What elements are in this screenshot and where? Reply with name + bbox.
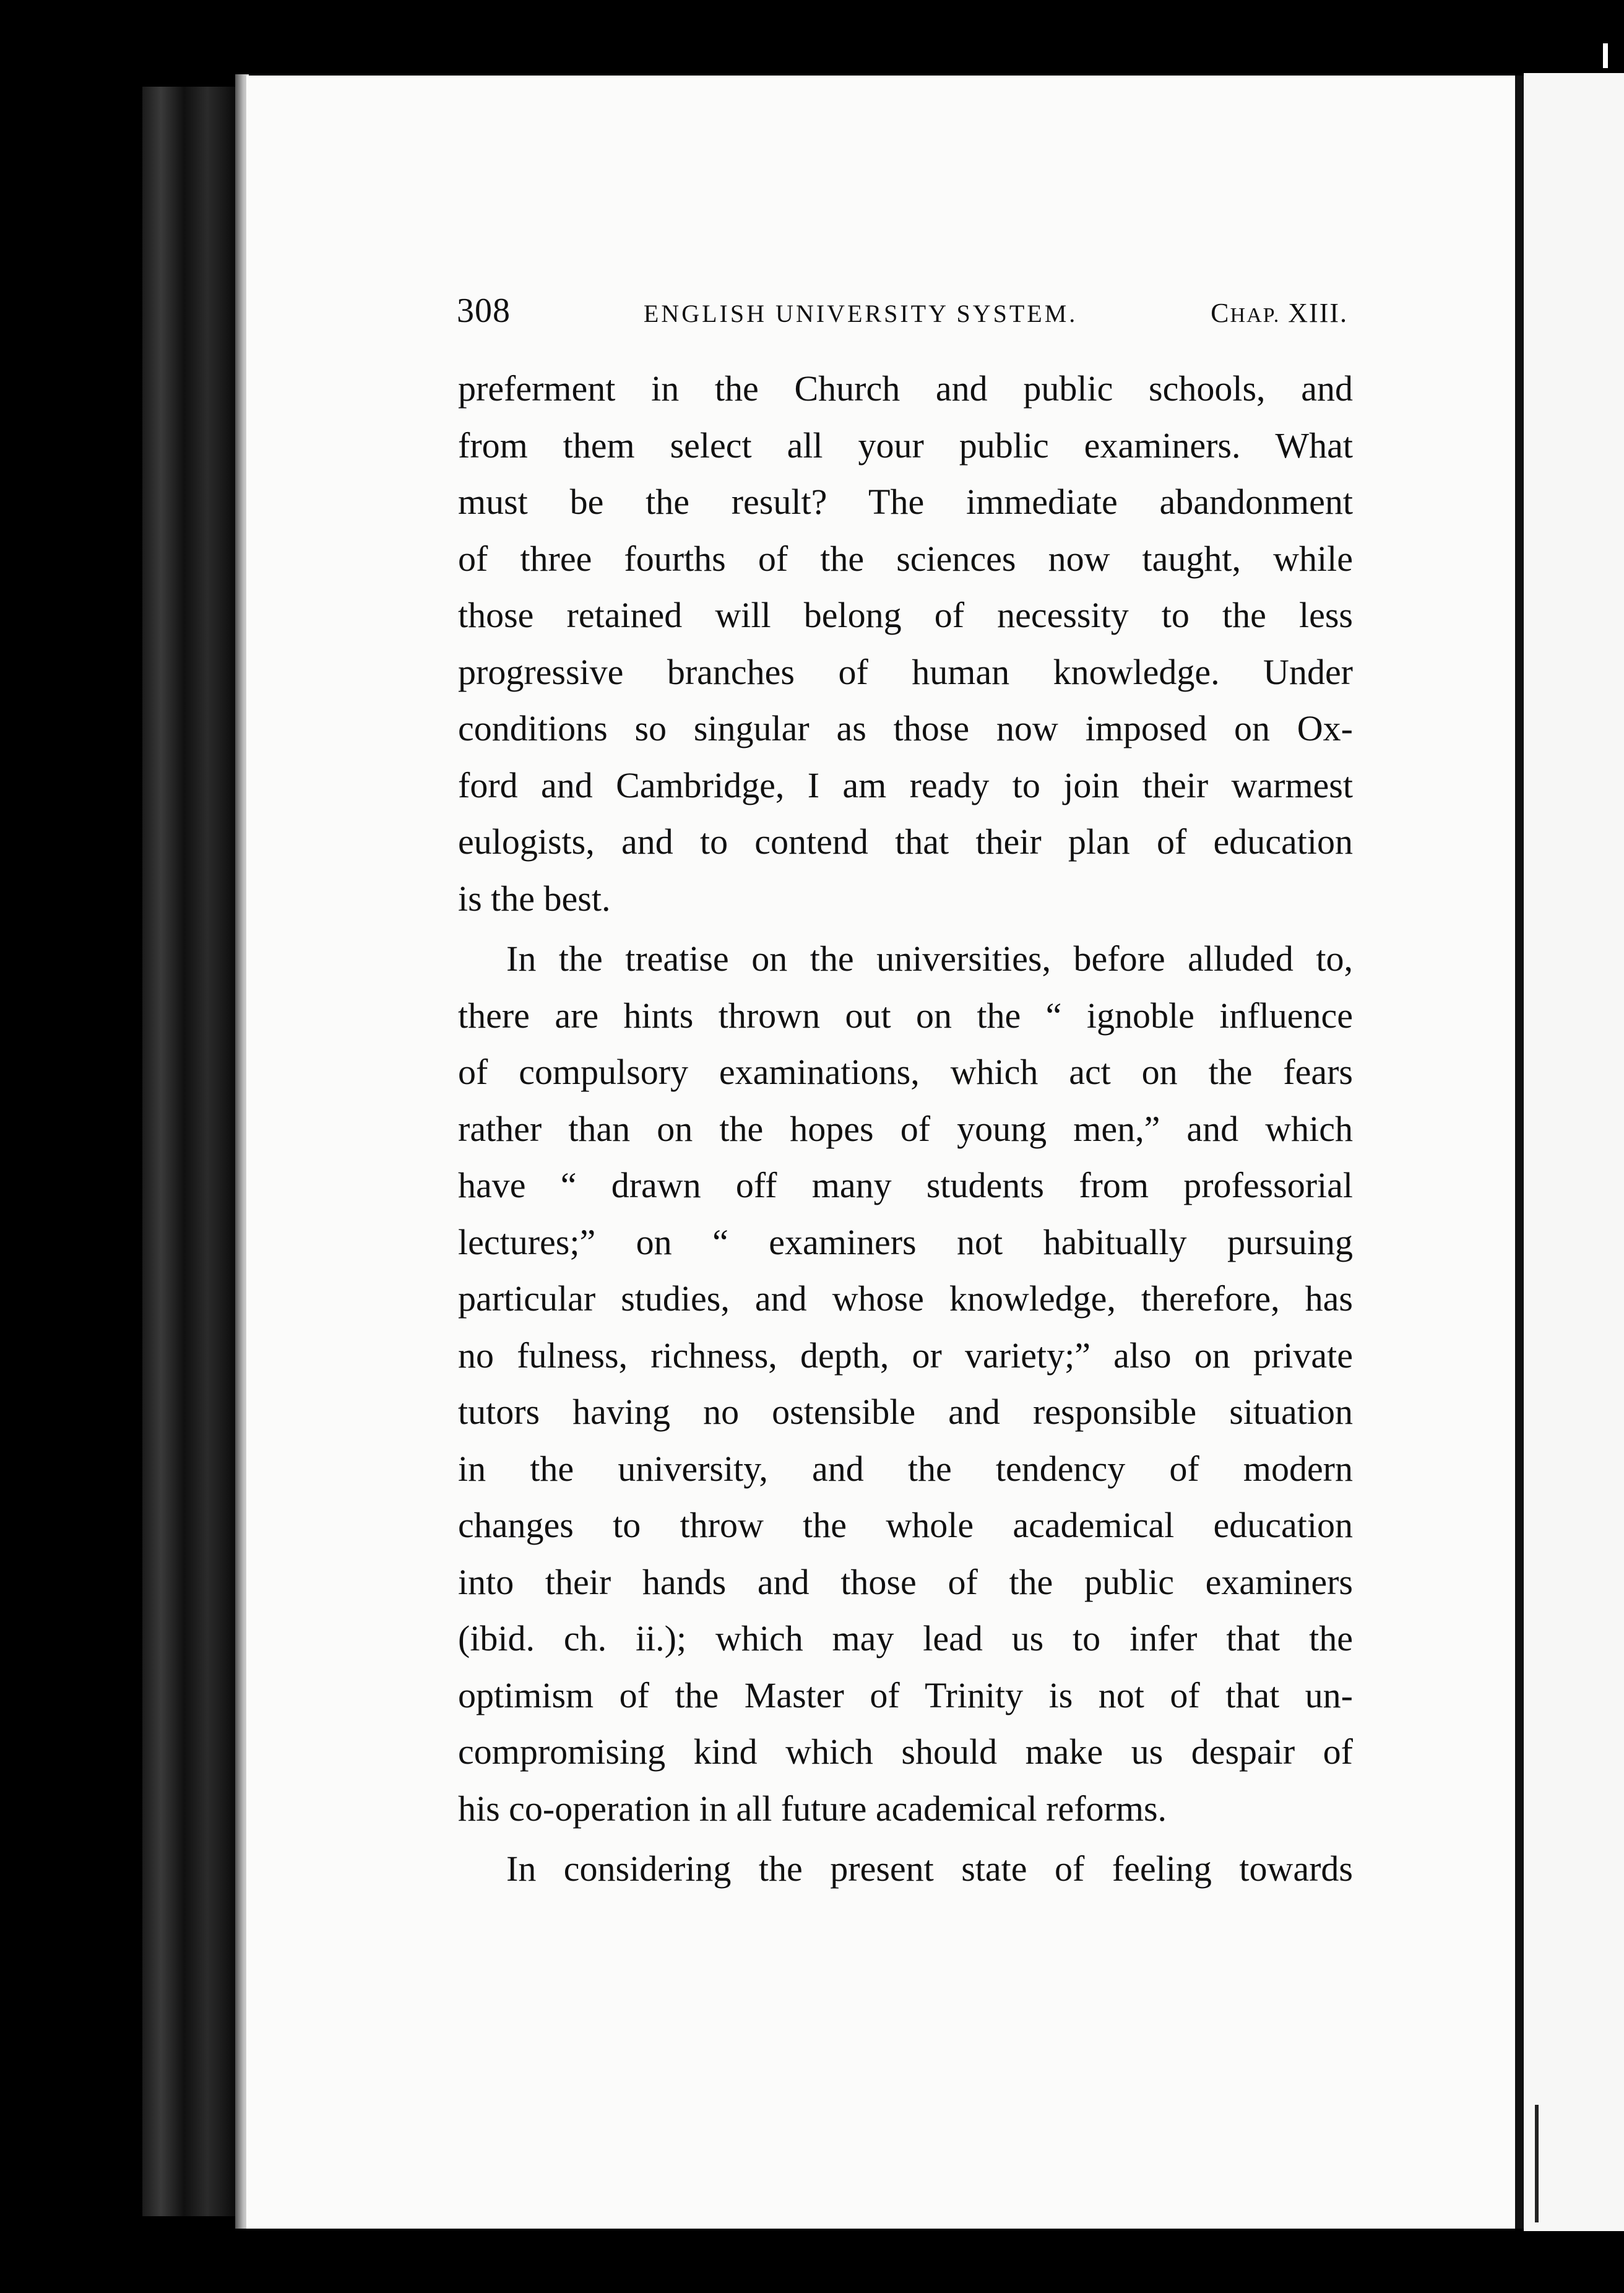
text-line: conditions so singular as those now imposed on Ox-	[458, 708, 1353, 748]
text-line: preferment in the Church and public schools, and	[458, 368, 1353, 409]
paragraph-3	[458, 1840, 1353, 1897]
chapter-number: XIII.	[1288, 298, 1348, 328]
text-line: those retained will belong of necessity to the less	[458, 595, 1353, 635]
gutter	[1515, 76, 1524, 2229]
text-line: his co-operation in all future academical reforms.	[458, 1788, 1167, 1829]
text-line: ford and Cambridge, I am ready to join their warmest	[458, 765, 1353, 805]
text-line: rather than on the hopes of young men,” and which	[458, 1108, 1353, 1149]
scan-corner-mark	[1603, 43, 1608, 68]
text-line: optimism of the Master of Trinity is not of that un-	[458, 1675, 1353, 1715]
running-title: ENGLISH UNIVERSITY SYSTEM.	[643, 300, 1078, 327]
text-line: of three fourths of the sciences now taught, while	[458, 538, 1353, 579]
page-number: 308	[457, 292, 511, 330]
facing-page-mark	[1535, 2105, 1539, 2222]
text-line: there are hints thrown out on the “ ignoble influence	[458, 995, 1353, 1036]
text-line: no fulness, richness, depth, or variety;” also on private	[458, 1335, 1353, 1376]
text-line: In considering the present state of feeling towards	[506, 1849, 1353, 1889]
text-line: (ibid. ch. ii.); which may lead us to infer that the	[458, 1618, 1353, 1658]
paragraph-2	[458, 930, 1353, 1837]
text-line: particular studies, and whose knowledge, therefore, has	[458, 1278, 1353, 1319]
running-head	[457, 291, 1348, 334]
text-line: is the best.	[458, 878, 611, 919]
chapter-smallcaps: HAP.	[1230, 304, 1281, 327]
paragraph-1	[458, 360, 1353, 927]
text-line: progressive branches of human knowledge. Under	[458, 651, 1353, 692]
body-text	[458, 360, 1353, 1897]
facing-page-edge	[1524, 73, 1624, 2231]
text-line: compromising kind which should make us despair of	[458, 1732, 1353, 1772]
text-line: must be the result? The immediate abandonment	[458, 482, 1353, 522]
text-line: from them select all your public examiners. What	[458, 425, 1353, 466]
text-line: of compulsory examinations, which act on the fears	[458, 1052, 1353, 1092]
chapter-prefix: C	[1211, 298, 1230, 328]
text-line: lectures;” on “ examiners not habitually pursuing	[458, 1221, 1353, 1262]
text-line: have “ drawn off many students from professorial	[458, 1165, 1353, 1205]
book-spine	[142, 87, 235, 2216]
text-line: In the treatise on the universities, before alluded to,	[506, 938, 1353, 979]
text-line: in the university, and the tendency of modern	[458, 1448, 1353, 1489]
text-line: tutors having no ostensible and responsible situation	[458, 1392, 1353, 1432]
text-line: into their hands and those of the public examiners	[458, 1561, 1353, 1602]
chapter-label	[1211, 297, 1348, 329]
text-line: eulogists, and to contend that their plan of education	[458, 821, 1353, 862]
text-line: changes to throw the whole academical education	[458, 1505, 1353, 1545]
